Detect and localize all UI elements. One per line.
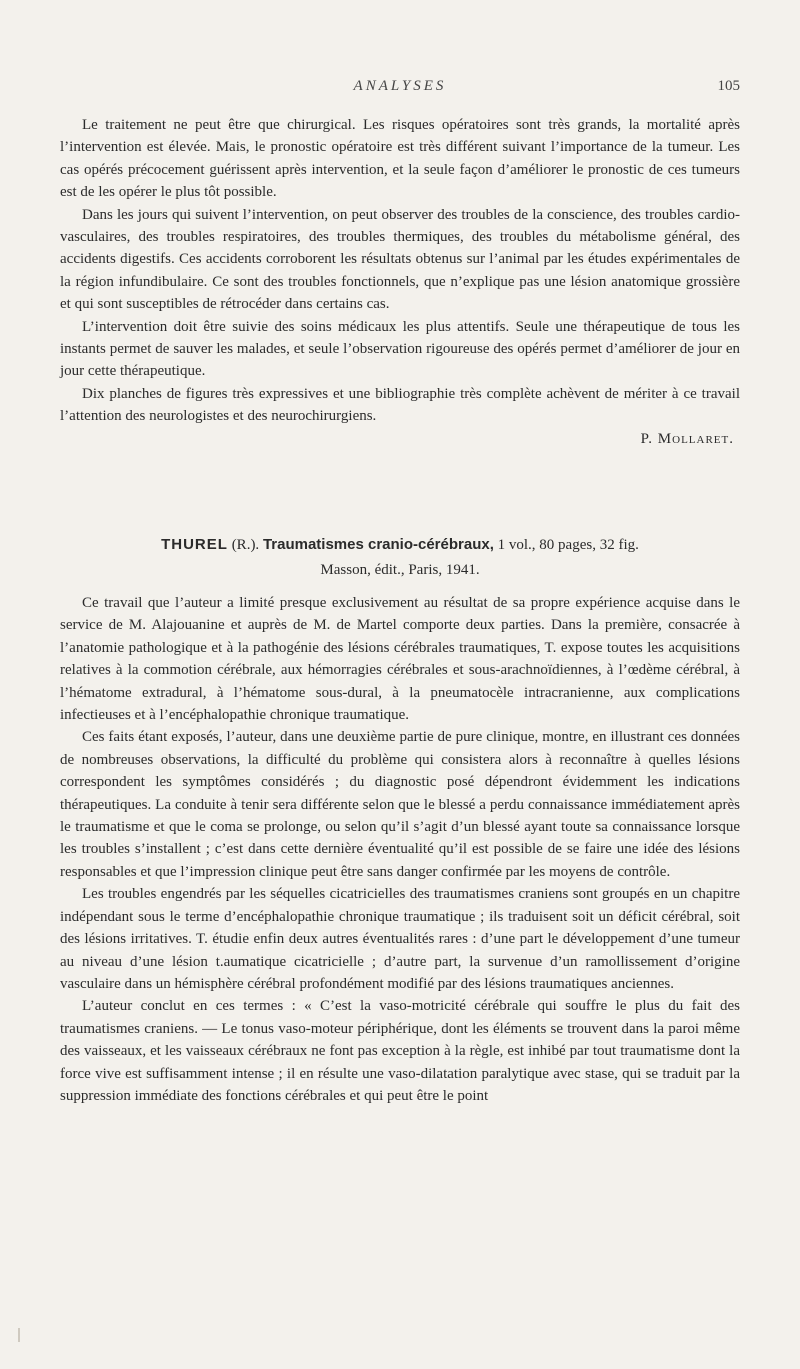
signature: P. Mollaret. (640, 430, 734, 447)
page-number: 105 (717, 78, 740, 94)
paragraph: L’auteur conclut en ces termes : « C’est la vaso-motricité cérébrale qui souffre le plus du fait des traumatismes craniens. — Le tonus vaso-moteur périphérique, dont les éléments se trouvent dans la paroi même des vaisseaux, et les vaisseaux cérébraux ne font pas exception à la règle, est inhibé par tout traumatisme dont la force vive est suffisamment intense ; il en résulte une vaso-dilatation paralytique avec stase, qui se traduit par la suppression immédiate des fonctions cérébrales et qui peut être le point (60, 998, 740, 1104)
heading-line-1 (60, 532, 740, 558)
review-author: THUREL (161, 536, 228, 553)
book-title: Traumatismes cranio-cérébraux, (262, 536, 494, 553)
review-mollaret (60, 114, 740, 450)
paragraph: Les troubles engendrés par les séquelles cicatricielles des traumatismes craniens sont groupés en un chapitre indépendant sous le terme d’encéphalopathie chronique traumatique ; ils traduisent soit un déficit cérébral, soit des lésions irritatives. T. étudie enfin deux autres éventualités rares : d’une part le développement d’une tumeur au niveau d’une lésion t.aumatique cicatricielle ; d’autre part, la survenue d’un ramollissement d’origine vasculaire dans un hémisphère cérébral profondément modifié par des lésions traumatiques anciennes. (60, 886, 740, 992)
review-thurel (60, 592, 740, 1107)
book-details: 1 vol., 80 pages, 32 fig. (497, 537, 639, 553)
paragraph: L’intervention doit être suivie des soins médicaux les plus attentifs. Seule une thérapeutique de tous les instants permet de sauver les malades, et seule l’observation rigoureuse des opérés permet d’améliorer de jour en jour cette thérapeutique. (60, 318, 740, 380)
paragraph: Ce travail que l’auteur a limité presque exclusivement au résultat de sa propre expérience acquise dans le service de M. Alajouanine et auprès de M. de Martel comporte deux parties. Dans la première, consacrée à l’anatomie pathologique et à la pathogénie des lésions cérébrales traumatiques, T. expose toutes les acquisitions relatives à la commotion cérébrale, aux hémorragies cérébrales et sous-arachnoïdiennes, à l’œdème cérébral, à l’hématome extradural, à l’hématome sous-dural, à la pneumatocèle intracranienne, aux complications infectieuses et à l’encéphalopathie chronique traumatique. (60, 595, 740, 724)
running-title: ANALYSES (353, 78, 447, 94)
review-heading (60, 532, 740, 583)
paragraph: Dix planches de figures très expressives et une bibliographie très complète achèvent de mériter à ce travail l’attention des neurologistes et des neurochirurgiens. (60, 385, 740, 425)
page-header (60, 78, 740, 102)
paragraph: Ces faits étant exposés, l’auteur, dans une deuxième partie de pure clinique, montre, en illustrant ces données de nombreuses observations, la difficulté du problème qui consistera alors à reconnaître à quelles lésions correspondent les symptômes considérés ; du diagnostic posé dépendront évidemment les indications thérapeutiques. La conduite à tenir sera différente selon que le blessé a perdu connaissance immédiatement après le traumatisme et que le coma se prolonge, ou selon qu’il s’agit d’un blessé ayant toute sa connaissance lorsque les troubles s’installent ; c’est dans cette dernière éventualité qu’il est possible de se faire une idée des lésions responsables et que l’impression clinique peut être sans danger confirmée par les moyens de contrôle. (60, 729, 740, 880)
review-author-initial: (R.). (231, 537, 260, 553)
paragraph: Dans les jours qui suivent l’intervention, on peut observer des troubles de la conscience, des troubles cardio-vasculaires, des troubles respiratoires, des troubles thermiques, des troubles du métabolisme général, des accidents digestifs. Ces accidents corroborent les résultats obtenus sur l’animal par les études expérimentales de la région infundibulaire. Ce sont des troubles fonctionnels, que n’explique pas une lésion anatomique grossière et qui sont susceptibles de rétrocéder dans certains cas. (60, 206, 740, 313)
margin-mark (18, 1328, 20, 1342)
publisher-line: Masson, édit., Paris, 1941. (320, 562, 480, 578)
paragraph: Le traitement ne peut être que chirurgical. Les risques opératoires sont très grands, la mortalité après l’intervention est élevée. Mais, le pronostic opératoire est très différent suivant l’importance de la tumeur. Les cas opérés précocement guérissent après intervention, et la seule façon d’améliorer le pronostic de ces tumeurs est de les opérer le plus tôt possible. (60, 117, 740, 201)
